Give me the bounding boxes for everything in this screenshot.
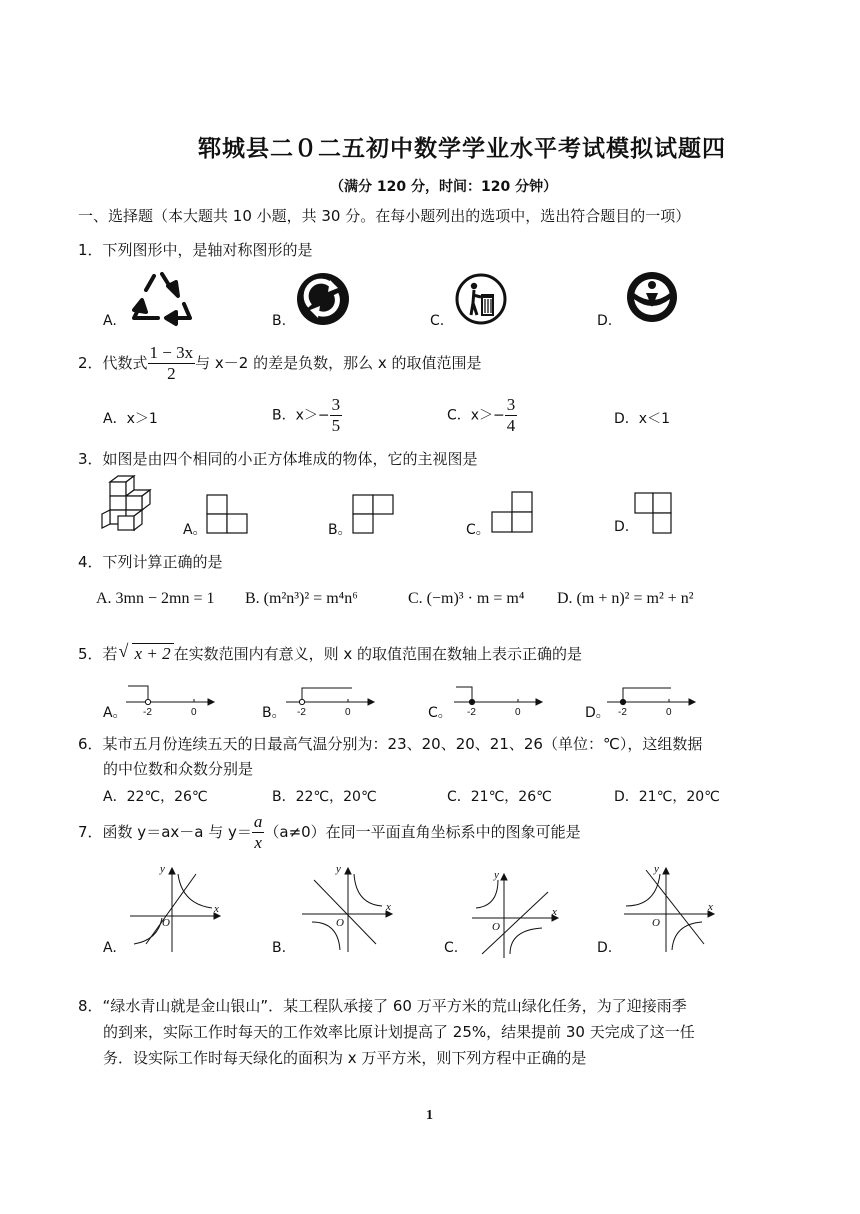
q2-option-b bbox=[272, 395, 342, 436]
q7-option-a-graph bbox=[126, 860, 226, 955]
q7-frac-num: a bbox=[253, 812, 263, 831]
q3-option-d-view bbox=[634, 492, 674, 534]
q3-option-a-label: A。 bbox=[183, 522, 207, 538]
q1-option-b-label: B. bbox=[272, 313, 287, 329]
question-1-stem: 1．下列图形中，是轴对称图形的是 bbox=[78, 241, 313, 259]
q5-radicand: x + 2 bbox=[134, 644, 171, 663]
tick-zero: 0 bbox=[515, 707, 521, 718]
stacked-cubes-figure bbox=[100, 474, 160, 536]
q5-radical bbox=[118, 641, 174, 664]
q2-prefix: 2．代数式 bbox=[78, 354, 148, 372]
origin-label: O bbox=[492, 921, 500, 933]
q2-option-c bbox=[447, 395, 517, 436]
q5-option-c-label: C。 bbox=[428, 705, 452, 721]
question-3-stem: 3．如图是由四个相同的小正方体堆成的物体，它的主视图是 bbox=[78, 450, 478, 468]
sqrt-symbol-icon: √ bbox=[118, 641, 129, 661]
q1-option-a-label: A. bbox=[103, 313, 117, 329]
q4-option-d: D. (m + n)² = m² + n² bbox=[557, 590, 694, 607]
tick-neg2: -2 bbox=[143, 707, 152, 718]
question-6-stem-line2: 的中位数和众数分别是 bbox=[103, 760, 254, 778]
q7-suffix: （a≠0）在同一平面直角坐标系中的图象可能是 bbox=[264, 823, 581, 841]
q5-option-c-numberline bbox=[452, 682, 544, 718]
q5-option-b-numberline bbox=[284, 682, 376, 718]
q3-option-c-view bbox=[491, 491, 535, 533]
q3-option-b-view bbox=[352, 494, 396, 534]
axis-x-label: x bbox=[552, 906, 557, 918]
q7-option-d-graph bbox=[620, 860, 720, 955]
question-7-stem bbox=[78, 812, 581, 853]
origin-label: O bbox=[162, 917, 170, 929]
section-heading: 一、选择题（本大题共 10 小题，共 30 分。在每小题列出的选项中，选出符合题目的一项） bbox=[78, 207, 691, 225]
circular-arrows-icon bbox=[296, 272, 350, 326]
q1-option-c-label: C. bbox=[430, 313, 445, 329]
tick-neg2: -2 bbox=[467, 707, 476, 718]
q6-option-b: B．22℃，20℃ bbox=[272, 789, 377, 805]
axis-x-label: x bbox=[386, 901, 391, 913]
axis-x-label: x bbox=[708, 901, 713, 913]
q2-option-b-num: 3 bbox=[331, 395, 341, 414]
q3-option-a-view bbox=[206, 494, 250, 534]
q2-option-c-num: 3 bbox=[506, 395, 516, 414]
axis-y-label: y bbox=[336, 863, 341, 875]
question-4-stem: 4．下列计算正确的是 bbox=[78, 553, 223, 571]
q2-option-c-frac bbox=[505, 395, 518, 436]
axis-x-label: x bbox=[214, 903, 219, 915]
litter-bin-icon bbox=[455, 273, 507, 325]
q5-prefix: 5．若 bbox=[78, 645, 118, 663]
question-8-line1: 8．“绿水青山就是金山银山”．某工程队承接了 60 万平方米的荒山绿化任务，为了迎接雨季 bbox=[78, 997, 687, 1015]
q7-option-b-graph bbox=[298, 860, 398, 955]
page-number: 1 bbox=[426, 1108, 433, 1123]
q5-option-b-label: B。 bbox=[262, 705, 286, 721]
emblem-icon bbox=[626, 271, 678, 323]
q5-option-a-label: A。 bbox=[103, 705, 127, 721]
origin-label: O bbox=[336, 917, 344, 929]
axis-y-label: y bbox=[654, 863, 659, 875]
q7-prefix: 7．函数 y＝ax－a 与 y＝ bbox=[78, 823, 252, 841]
q2-option-d: D．x＜1 bbox=[614, 411, 670, 427]
q3-option-b-label: B。 bbox=[328, 522, 352, 538]
tick-zero: 0 bbox=[191, 707, 197, 718]
q7-option-d-label: D. bbox=[597, 940, 613, 956]
q6-option-d: D．21℃，20℃ bbox=[614, 789, 720, 805]
q4-option-a: A. 3mn − 2mn = 1 bbox=[96, 590, 215, 607]
q2-option-c-prefix: C．x＞− bbox=[447, 407, 505, 424]
q7-option-c-label: C. bbox=[444, 940, 459, 956]
q3-option-d-label: D. bbox=[614, 519, 630, 535]
q2-fraction bbox=[148, 343, 196, 384]
q5-option-d-numberline bbox=[605, 682, 697, 718]
q2-suffix: 与 x－2 的差是负数，那么 x 的取值范围是 bbox=[195, 354, 482, 372]
page-title: 郓城县二０二五初中数学学业水平考试模拟试题四 bbox=[198, 136, 726, 162]
question-5-stem bbox=[78, 643, 582, 664]
q1-option-d-label: D. bbox=[597, 313, 613, 329]
tick-zero: 0 bbox=[666, 707, 672, 718]
tick-zero: 0 bbox=[345, 707, 351, 718]
q5-option-a-numberline bbox=[124, 682, 216, 718]
exam-info: （满分 120 分，时间：120 分钟） bbox=[330, 179, 558, 195]
axis-y-label: y bbox=[160, 863, 165, 875]
q7-option-c-graph bbox=[468, 866, 568, 961]
origin-label: O bbox=[652, 917, 660, 929]
q7-option-a-label: A. bbox=[103, 940, 117, 956]
q2-option-a: A．x＞1 bbox=[103, 411, 158, 427]
q5-suffix: 在实数范围内有意义，则 x 的取值范围在数轴上表示正确的是 bbox=[173, 645, 582, 663]
tick-neg2: -2 bbox=[297, 707, 306, 718]
q2-option-b-den: 5 bbox=[331, 416, 341, 435]
q6-option-c: C．21℃，26℃ bbox=[447, 789, 552, 805]
q2-frac-den: 2 bbox=[167, 364, 176, 383]
q6-option-a: A．22℃，26℃ bbox=[103, 789, 208, 805]
tick-neg2: -2 bbox=[618, 707, 627, 718]
question-6-stem-line1: 6．某市五月份连续五天的日最高气温分别为：23、20、20、21、26（单位：℃），这组数据 bbox=[78, 735, 703, 753]
q2-option-b-prefix: B．x＞− bbox=[272, 407, 330, 424]
axis-y-label: y bbox=[494, 869, 499, 881]
q2-frac-num: 1 − 3x bbox=[149, 343, 194, 362]
recycle-icon bbox=[128, 270, 192, 326]
question-8-line3: 务．设实际工作时每天绿化的面积为 x 万平方米，则下列方程中正确的是 bbox=[103, 1049, 587, 1067]
q3-option-c-label: C。 bbox=[466, 522, 490, 538]
q4-option-c: C. (−m)³ · m = m⁴ bbox=[408, 590, 525, 607]
q7-frac-den: x bbox=[254, 833, 262, 852]
q4-option-b: B. (m²n³)² = m⁴n⁶ bbox=[245, 590, 358, 607]
question-2-stem bbox=[78, 343, 482, 384]
q2-option-b-frac bbox=[330, 395, 343, 436]
q7-fraction bbox=[252, 812, 265, 853]
q2-option-c-den: 4 bbox=[506, 416, 516, 435]
q7-option-b-label: B. bbox=[272, 940, 287, 956]
question-8-line2: 的到来，实际工作时每天的工作效率比原计划提高了 25%，结果提前 30 天完成了这一任 bbox=[103, 1023, 695, 1041]
q5-option-d-label: D。 bbox=[585, 705, 610, 721]
